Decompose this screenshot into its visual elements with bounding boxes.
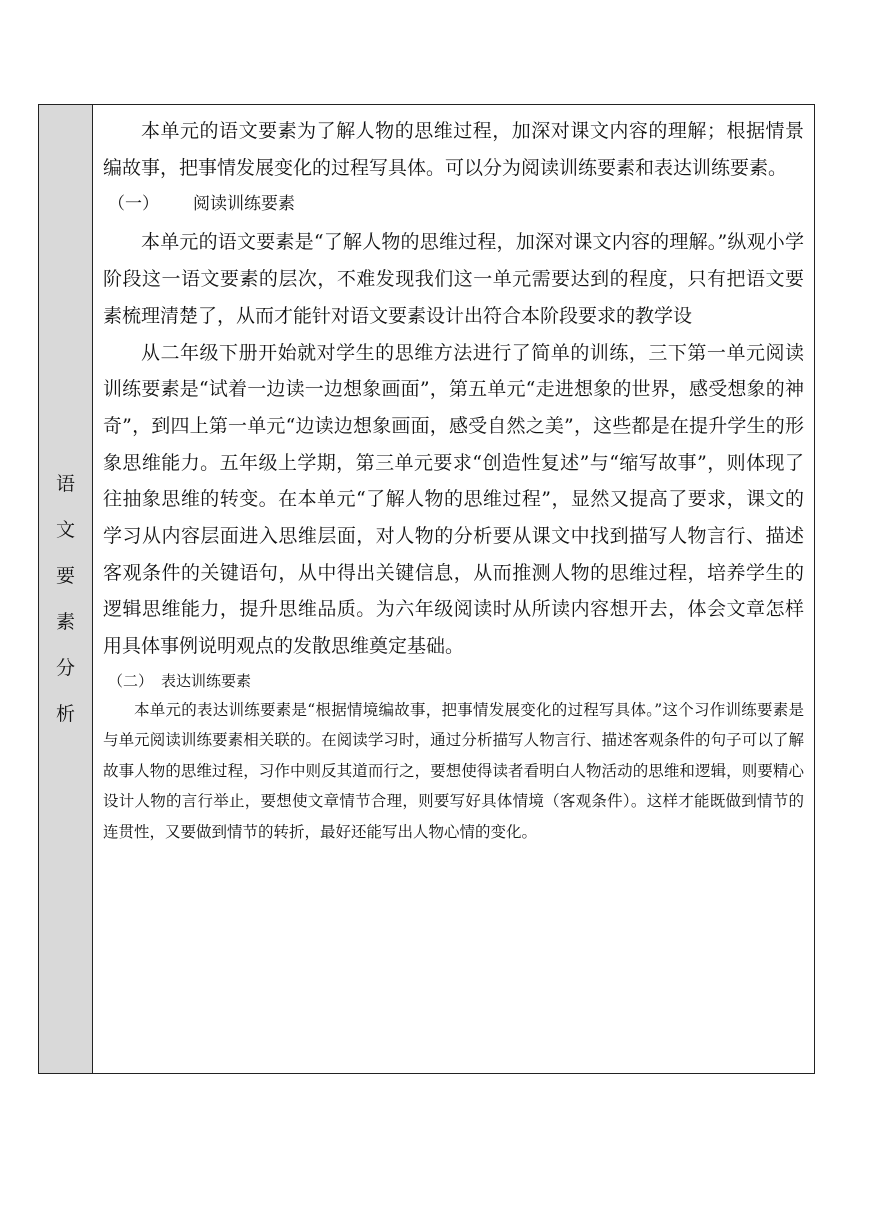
side-label-char: 文 [55,519,75,541]
intro-paragraph: 本单元的语文要素为了解人物的思维过程，加深对课文内容的理解；根据情景编故事，把事情发展变化的过程写具体。可以分为阅读训练要素和表达训练要素。 [103,120,804,179]
analysis-table [38,104,815,1074]
section1-heading [103,186,804,222]
side-label-cell [39,105,93,1073]
section2-heading [103,667,804,695]
side-label-char: 语 [55,473,75,495]
side-label [56,461,75,737]
side-label-char: 析 [55,703,75,725]
section2-paragraph: 本单元的表达训练要素是“根据情境编故事，把事情发展变化的过程写具体。”这个习作训练要素是与单元阅读训练要素相关联的。在阅读学习时，通过分析描写人物言行、描述客观条件的句子可以了解故事人物的思维过程，习作中则反其道而行之，要想使得读者看明白人物活动的思维和逻辑，则要精心设计人物的言行举止，要想使文章情节合理，则要写好具体情境（客观条件）。这样才能既做到情节的连贯性，又要做到情节的转折，最好还能写出人物心情的变化。 [103,700,804,841]
side-label-char: 要 [55,565,75,587]
side-label-char: 分 [55,657,75,679]
section1-title: 阅读训练要素 [193,194,295,215]
section1-paragraph-1: 本单元的语文要素是“了解人物的思维过程，加深对课文内容的理解。”纵观小学阶段这一语文要素的层次，不难发现我们这一单元需要达到的程度，只有把语文要素梳理清楚了，从而才能针对语文要素设计出符合本阶段要求的教学设 [103,231,804,327]
section1-paragraph-2: 从二年级下册开始就对学生的思维方法进行了简单的训练，三下第一单元阅读训练要素是“试着一边读一边想象画面”，第五单元“走进想象的世界，感受想象的神奇”，到四上第一单元“边读边想象画面，感受自然之美”，这些都是在提升学生的形象思维能力。五年级上学期，第三单元要求“创造性复述”与“缩写故事”，则体现了往抽象思维的转变。在本单元“了解人物的思维过程”，显然又提高了要求，课文的学习从内容层面进入思维层面，对人物的分析要从课文中找到描写人物言行、描述客观条件的关键语句，从中得出关键信息，从而推测人物的思维过程，培养学生的逻辑思维能力，提升思维品质。为六年级阅读时从所读内容想开去，体会文章怎样用具体事例说明观点的发散思维奠定基础。 [103,341,804,658]
section1-number: （一） [108,194,159,215]
content-cell [93,105,814,1073]
section2-number: （二） [108,671,154,690]
side-label-char: 素 [55,611,75,633]
section2-title: 表达训练要素 [161,671,252,690]
